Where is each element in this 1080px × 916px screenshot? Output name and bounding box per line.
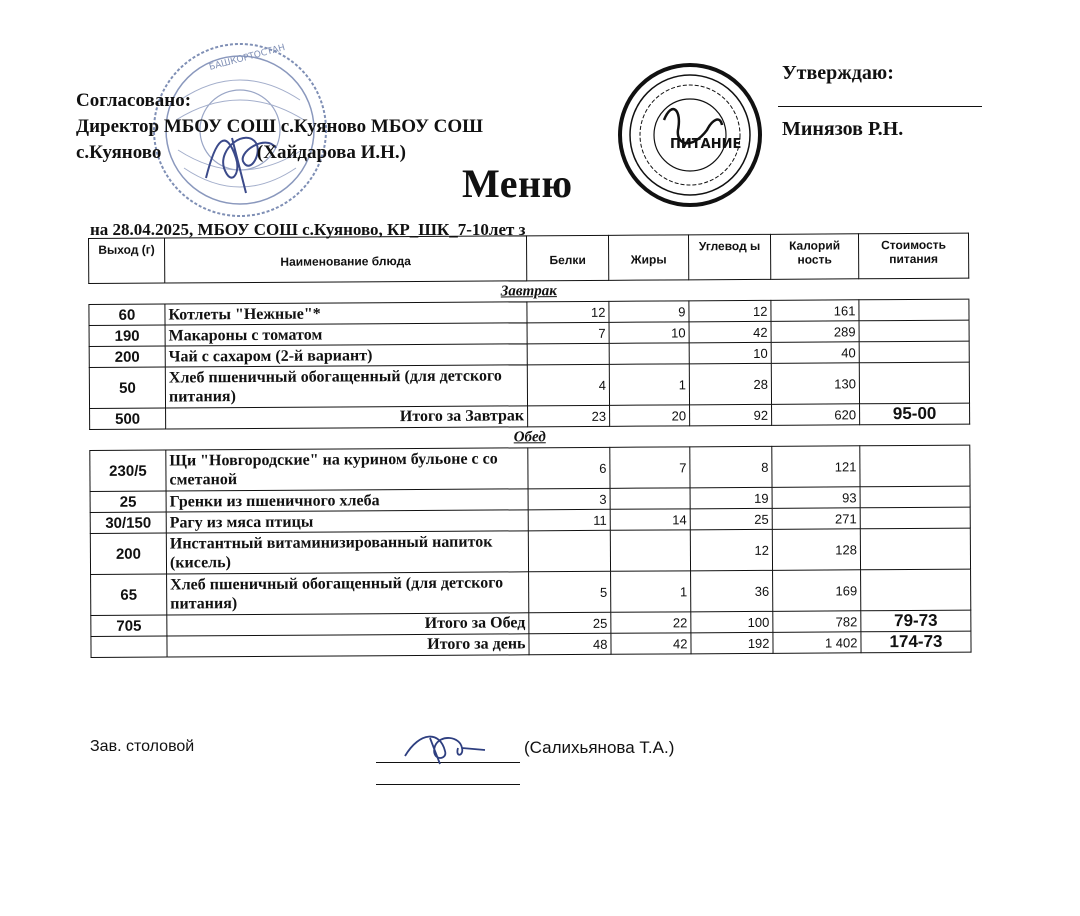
cell-output: 190 xyxy=(89,325,165,346)
cell-dish-name: Макароны с томатом xyxy=(165,323,527,346)
cell-protein xyxy=(528,530,610,572)
cell-protein: 4 xyxy=(527,364,609,406)
table-header-row xyxy=(89,233,969,283)
page-title: Меню xyxy=(462,161,573,206)
cell-protein: 3 xyxy=(528,488,610,510)
cell-output: 30/150 xyxy=(90,512,166,533)
total-protein: 23 xyxy=(528,405,610,427)
total-label: Итого за Обед xyxy=(167,613,529,636)
cell-calories: 169 xyxy=(773,570,861,612)
header-output: Выход (г) xyxy=(89,238,165,283)
cell-output: 65 xyxy=(91,574,167,615)
total-output: 500 xyxy=(90,408,166,429)
cell-fat: 9 xyxy=(609,301,689,322)
cell-dish-name: Хлеб пшеничный обогащенный (для детского питания) xyxy=(165,365,527,408)
total-cost: 79-73 xyxy=(861,610,971,632)
cell-fat: 14 xyxy=(610,509,690,530)
footer-name: (Салихьянова Т.А.) xyxy=(524,738,675,757)
cell-cost xyxy=(861,569,971,611)
approve-name: Минязов Р.Н. xyxy=(782,118,904,140)
cell-fat: 7 xyxy=(610,447,690,488)
day-total-cost: 174-73 xyxy=(861,631,971,653)
cell-calories: 271 xyxy=(772,508,860,530)
day-total-label: Итого за день xyxy=(167,634,529,657)
header-cost: Стоимость питания xyxy=(858,233,968,279)
cell-carbs: 19 xyxy=(690,487,772,509)
cell-dish-name: Щи "Новгородские" на курином бульоне с со сметаной xyxy=(166,448,528,491)
cell-cost xyxy=(860,528,970,570)
day-total-protein: 48 xyxy=(529,633,611,655)
cell-fat: 1 xyxy=(609,364,689,405)
approve-title: Утверждаю: xyxy=(782,62,894,84)
cell-output: 230/5 xyxy=(90,450,166,491)
total-fat: 22 xyxy=(611,612,691,633)
cell-fat xyxy=(609,343,689,364)
cell-fat: 10 xyxy=(609,322,689,343)
section-title: Обед xyxy=(90,424,970,450)
cell-fat xyxy=(610,488,690,509)
cell-protein xyxy=(527,343,609,365)
agreed-name: (Хайдарова И.Н.) xyxy=(256,142,407,163)
total-calories: 782 xyxy=(773,611,861,633)
cell-cost xyxy=(859,320,969,342)
cell-carbs: 12 xyxy=(689,300,771,322)
menu-table xyxy=(88,233,972,658)
cell-output: 50 xyxy=(89,367,165,408)
section-title: Завтрак xyxy=(89,278,969,304)
total-carbs: 92 xyxy=(690,404,772,426)
agreed-place: с.Куяново xyxy=(76,142,162,163)
header-name: Наименование блюда xyxy=(165,236,527,283)
header-protein: Белки xyxy=(526,235,608,281)
total-calories: 620 xyxy=(772,404,860,426)
day-total-row xyxy=(91,631,971,657)
cell-carbs: 10 xyxy=(689,342,771,364)
total-carbs: 100 xyxy=(691,611,773,633)
total-fat: 20 xyxy=(610,405,690,426)
cell-calories: 93 xyxy=(772,487,860,509)
agreed-title: Согласовано: xyxy=(76,90,192,111)
cell-cost xyxy=(860,486,970,508)
cell-cost xyxy=(859,362,969,404)
cell-carbs: 28 xyxy=(689,363,771,405)
cell-protein: 7 xyxy=(527,322,609,344)
table-row xyxy=(89,362,969,408)
cell-calories: 130 xyxy=(771,363,859,405)
total-label: Итого за Завтрак xyxy=(166,406,528,429)
cell-calories: 121 xyxy=(772,446,860,488)
agreed-block xyxy=(76,88,483,166)
cell-dish-name: Котлеты "Нежные"* xyxy=(165,302,527,325)
chef-signature xyxy=(400,726,490,766)
cell-fat: 1 xyxy=(611,571,691,612)
table-row xyxy=(90,528,970,574)
cell-protein: 6 xyxy=(528,447,610,489)
cell-carbs: 36 xyxy=(691,570,773,612)
cell-output: 60 xyxy=(89,304,165,325)
cell-protein: 5 xyxy=(529,571,611,613)
cell-dish-name: Гренки из пшеничного хлеба xyxy=(166,489,528,512)
cell-calories: 128 xyxy=(772,529,860,571)
day-total-fat: 42 xyxy=(611,633,691,654)
cell-output: 200 xyxy=(89,346,165,367)
footer-signature-line-2 xyxy=(376,784,520,785)
agreed-line2 xyxy=(76,140,483,166)
footer-label: Зав. столовой xyxy=(90,738,195,755)
cell-dish-name: Рагу из мяса птицы xyxy=(166,510,528,533)
cell-dish-name: Хлеб пшеничный обогащенный (для детского питания) xyxy=(167,572,529,615)
cell-dish-name: Чай с сахаром (2-й вариант) xyxy=(165,344,527,367)
cell-calories: 161 xyxy=(771,300,859,322)
agreed-line1: Директор МБОУ СОШ с.Куяново МБОУ СОШ xyxy=(76,116,484,137)
cell-cost xyxy=(860,507,970,529)
total-output: 705 xyxy=(91,615,167,636)
cell-calories: 289 xyxy=(771,321,859,343)
cell-protein: 12 xyxy=(527,301,609,323)
round-stamp-right xyxy=(612,60,772,210)
svg-text:БАШКОРТОСТАН: БАШКОРТОСТАН xyxy=(208,43,287,73)
svg-text:ПИТАНИЕ: ПИТАНИЕ xyxy=(670,137,742,152)
cell-dish-name: Инстантный витаминизированный напиток (кисель) xyxy=(166,531,528,574)
table-row xyxy=(90,445,970,491)
menu-table-body xyxy=(89,233,972,657)
day-total-output xyxy=(91,636,167,657)
cell-carbs: 42 xyxy=(689,321,771,343)
cell-cost xyxy=(860,445,970,487)
table-row xyxy=(91,569,971,615)
cell-protein: 11 xyxy=(528,509,610,531)
cell-output: 200 xyxy=(90,533,166,574)
cell-output: 25 xyxy=(90,491,166,512)
cell-cost xyxy=(859,299,969,321)
cell-cost xyxy=(859,341,969,363)
header-fat: Жиры xyxy=(608,235,688,280)
cell-carbs: 25 xyxy=(690,508,772,530)
total-protein: 25 xyxy=(529,612,611,634)
header-calories: Калорий ность xyxy=(770,234,858,280)
day-total-calories: 1 402 xyxy=(773,632,861,654)
cell-calories: 40 xyxy=(771,342,859,364)
cell-carbs: 8 xyxy=(690,446,772,488)
total-cost: 95-00 xyxy=(860,403,970,425)
approve-signature-line xyxy=(778,106,982,107)
menu-subtitle: на 28.04.2025, МБОУ СОШ с.Куяново, КР_ШК_7-10лет з xyxy=(90,220,526,239)
header-carbs: Углевод ы xyxy=(688,234,770,280)
cell-fat xyxy=(610,530,690,571)
cell-carbs: 12 xyxy=(690,529,772,571)
day-total-carbs: 192 xyxy=(691,632,773,654)
